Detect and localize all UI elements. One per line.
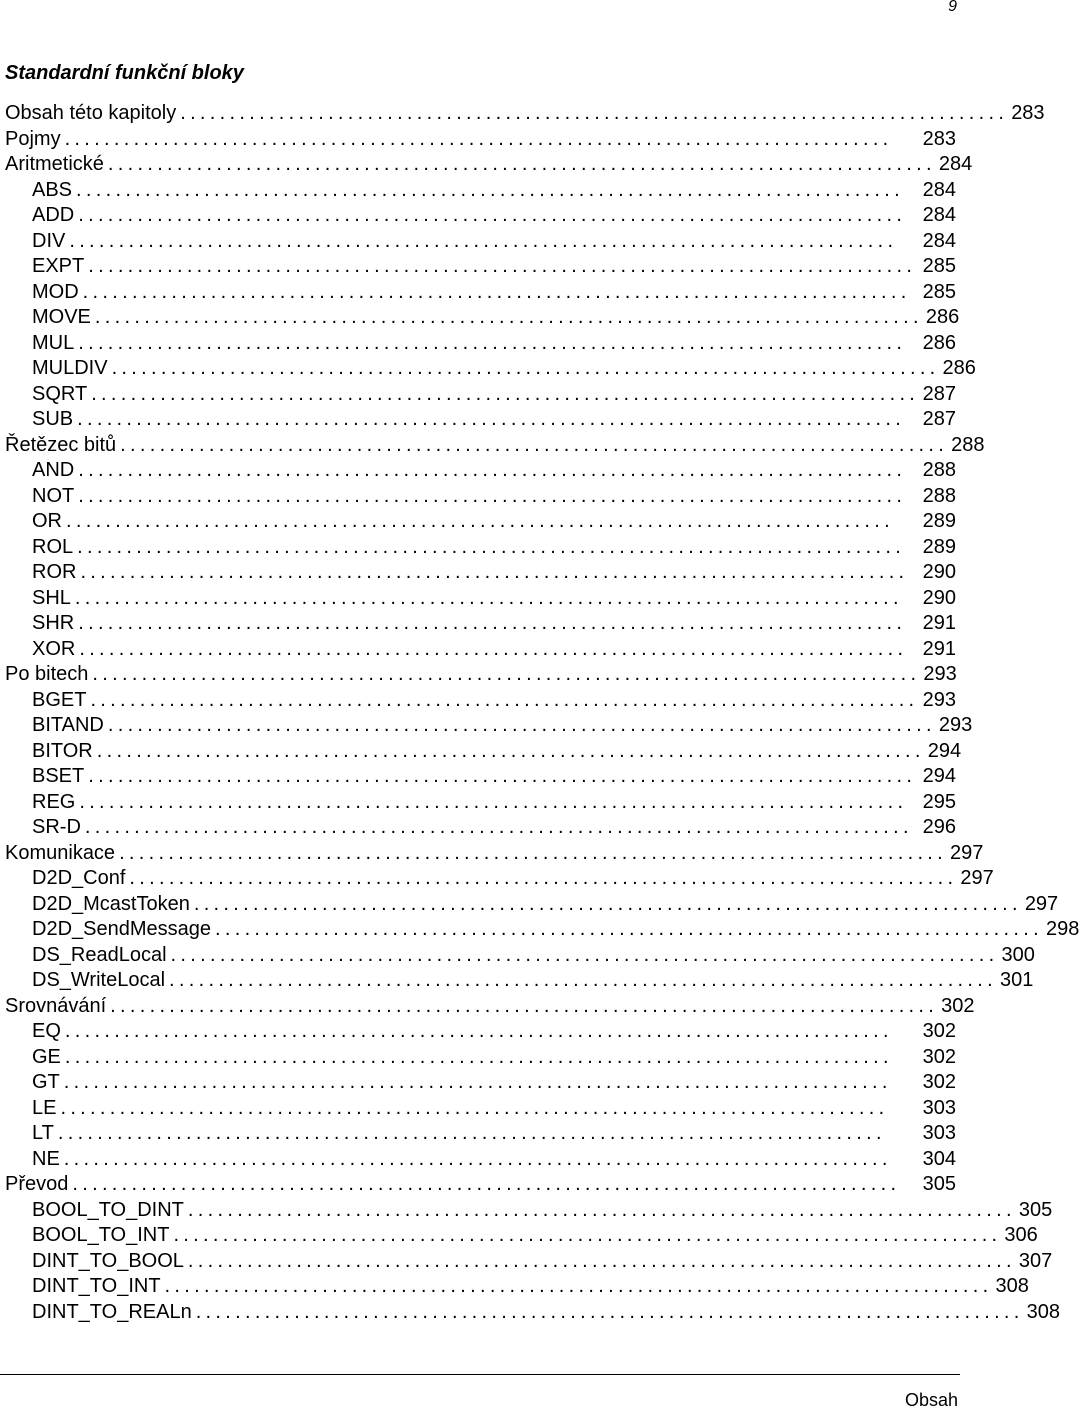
dot-leader: .................................................................................... xyxy=(187,1198,1016,1221)
toc-entry-label: DS_ReadLocal xyxy=(32,943,167,966)
footer-divider xyxy=(0,1374,960,1375)
toc-subentry[interactable] xyxy=(5,229,956,255)
dot-leader: .................................................................................... xyxy=(77,535,906,558)
toc-subentry[interactable] xyxy=(5,637,956,663)
toc-entry-label: DINT_TO_BOOL xyxy=(32,1249,184,1272)
toc-entry-label: BGET xyxy=(32,688,87,711)
toc-entry-label: ADD xyxy=(32,204,75,226)
toc-entry-page-number: 283 xyxy=(1011,102,1045,124)
dot-leader: .................................................................................... xyxy=(76,178,904,201)
dot-leader: .................................................................................... xyxy=(195,1300,1024,1323)
toc-subentry[interactable] xyxy=(5,1300,1061,1326)
dot-leader: .................................................................................... xyxy=(78,331,907,354)
toc-entry-page-number: 290 xyxy=(922,561,956,583)
dot-leader: .................................................................................... xyxy=(78,612,907,634)
toc-section-entry[interactable] xyxy=(5,127,956,153)
toc-entry-page-number: 289 xyxy=(922,510,956,532)
toc-subentry[interactable] xyxy=(5,1147,956,1173)
toc-entry-label: SR-D xyxy=(32,816,81,838)
toc-entry-label: GT xyxy=(32,1071,60,1093)
toc-section-entry[interactable] xyxy=(5,101,1045,127)
toc-entry-page-number: 303 xyxy=(922,1122,956,1144)
dot-leader: .................................................................................... xyxy=(96,739,925,762)
toc-subentry[interactable] xyxy=(5,917,1079,943)
dot-leader: .................................................................................... xyxy=(64,1045,893,1068)
toc-entry-page-number: 284 xyxy=(922,229,956,252)
toc-entry-label: BSET xyxy=(32,765,85,787)
dot-leader: .................................................................................... xyxy=(79,790,908,813)
toc-entry-page-number: 298 xyxy=(1045,918,1079,940)
dot-leader: .................................................................................... xyxy=(64,1020,893,1042)
dot-leader: .................................................................................... xyxy=(111,357,940,379)
toc-entry-label: MOVE xyxy=(32,306,91,328)
toc-subentry[interactable] xyxy=(5,586,956,612)
toc-subentry[interactable] xyxy=(5,892,1059,918)
toc-entry-page-number: 308 xyxy=(1026,1300,1061,1323)
toc-entry-page-number: 294 xyxy=(927,739,962,762)
toc-entry-label: GE xyxy=(32,1045,61,1068)
toc-entry-label: MOD xyxy=(32,280,79,303)
toc-entry-page-number: 293 xyxy=(938,714,973,736)
toc-section-entry[interactable] xyxy=(5,662,956,688)
toc-entry-label: NOT xyxy=(32,484,75,507)
dot-leader: .................................................................................... xyxy=(69,229,898,252)
toc-entry-page-number: 288 xyxy=(951,433,985,456)
toc-subentry[interactable] xyxy=(5,1019,956,1045)
toc-subentry[interactable] xyxy=(5,688,956,714)
toc-subentry[interactable] xyxy=(5,509,956,535)
dot-leader: .................................................................................... xyxy=(92,663,921,685)
toc-entry-page-number: 284 xyxy=(938,153,973,175)
toc-entry-label: Po bitech xyxy=(5,663,89,685)
toc-entry-label: AND xyxy=(32,459,75,481)
toc-entry-page-number: 297 xyxy=(950,841,984,864)
dot-leader: .................................................................................... xyxy=(78,204,907,226)
dot-leader: .................................................................................... xyxy=(77,408,906,430)
dot-leader: .................................................................................... xyxy=(72,1173,901,1195)
toc-subentry[interactable] xyxy=(5,1045,956,1071)
toc-entry-label: DS_WriteLocal xyxy=(32,969,166,991)
dot-leader: .................................................................................... xyxy=(79,637,908,660)
toc-entry-page-number: 301 xyxy=(1000,969,1034,991)
toc-subentry[interactable] xyxy=(5,815,956,841)
dot-leader: .................................................................................... xyxy=(119,841,948,864)
dot-leader: .................................................................................... xyxy=(84,816,913,838)
toc-entry-label: SUB xyxy=(32,408,74,430)
toc-subentry[interactable] xyxy=(5,1121,956,1147)
toc-entry-page-number: 302 xyxy=(941,994,975,1017)
toc-entry-label: ROL xyxy=(32,535,74,558)
dot-leader: .................................................................................... xyxy=(164,1275,993,1297)
table-of-contents xyxy=(5,101,1079,1325)
dot-leader: .................................................................................... xyxy=(169,969,997,991)
toc-subentry[interactable] xyxy=(5,713,973,739)
dot-leader: .................................................................................... xyxy=(107,714,936,736)
toc-entry-label: BOOL_TO_INT xyxy=(32,1224,170,1246)
dot-leader: .................................................................................... xyxy=(173,1224,1002,1246)
dot-leader: .................................................................................... xyxy=(91,382,920,405)
dot-leader: .................................................................................... xyxy=(57,1122,886,1144)
dot-leader: .................................................................................... xyxy=(82,280,911,303)
toc-entry-page-number: 305 xyxy=(1018,1198,1053,1221)
toc-entry-label: DINT_TO_INT xyxy=(32,1275,161,1297)
toc-subentry[interactable] xyxy=(5,560,956,586)
toc-entry-label: EXPT xyxy=(32,255,85,277)
dot-leader: .................................................................................... xyxy=(90,688,919,711)
page-number: 9 xyxy=(948,0,957,15)
toc-entry-page-number: 293 xyxy=(922,688,956,711)
toc-subentry[interactable] xyxy=(5,1249,1053,1275)
toc-entry-label: SHL xyxy=(32,586,71,609)
toc-entry-label: REG xyxy=(32,790,76,813)
toc-subentry[interactable] xyxy=(5,178,956,204)
toc-subentry[interactable] xyxy=(5,1096,956,1122)
toc-entry-page-number: 302 xyxy=(922,1045,956,1068)
toc-entry-label: BOOL_TO_DINT xyxy=(32,1198,184,1221)
toc-entry-page-number: 291 xyxy=(922,637,956,660)
toc-entry-label: DIV xyxy=(32,229,66,252)
toc-entry-page-number: 303 xyxy=(922,1096,956,1119)
toc-entry-page-number: 287 xyxy=(922,382,956,405)
dot-leader: .................................................................................... xyxy=(110,994,939,1017)
toc-entry-page-number: 302 xyxy=(922,1071,956,1093)
dot-leader: .................................................................................... xyxy=(88,255,917,277)
toc-section-entry[interactable] xyxy=(5,841,984,867)
toc-subentry[interactable] xyxy=(5,739,962,765)
toc-subentry[interactable] xyxy=(5,943,1035,969)
toc-subentry[interactable] xyxy=(5,1274,1029,1300)
dot-leader: .................................................................................... xyxy=(63,1071,892,1093)
toc-entry-label: Komunikace xyxy=(5,841,116,864)
dot-leader: .................................................................................... xyxy=(107,153,936,175)
toc-section-entry[interactable] xyxy=(5,433,985,459)
toc-entry-label: BITAND xyxy=(32,714,104,736)
dot-leader: .................................................................................... xyxy=(180,102,1009,124)
toc-entry-label: BITOR xyxy=(32,739,93,762)
toc-subentry[interactable] xyxy=(5,611,956,637)
toc-section-entry[interactable] xyxy=(5,152,973,178)
toc-entry-label: DINT_TO_REALn xyxy=(32,1300,192,1323)
toc-entry-page-number: 305 xyxy=(922,1173,956,1195)
toc-entry-label: LT xyxy=(32,1122,54,1144)
toc-entry-page-number: 296 xyxy=(922,816,956,838)
toc-entry-page-number: 286 xyxy=(942,357,976,379)
toc-entry-page-number: 285 xyxy=(922,280,956,303)
footer-label: Obsah xyxy=(904,1390,958,1410)
toc-subentry[interactable] xyxy=(5,764,956,790)
toc-entry-page-number: 287 xyxy=(922,408,956,430)
dot-leader: .................................................................................... xyxy=(129,867,958,889)
dot-leader: .................................................................................... xyxy=(187,1249,1016,1272)
toc-entry-page-number: 290 xyxy=(922,586,956,609)
toc-section-entry[interactable] xyxy=(5,994,975,1020)
toc-entry-page-number: 295 xyxy=(922,790,956,813)
toc-subentry[interactable] xyxy=(5,866,994,892)
toc-subentry[interactable] xyxy=(5,458,956,484)
toc-entry-label: SQRT xyxy=(32,382,88,405)
toc-entry-page-number: 285 xyxy=(922,255,956,277)
toc-entry-label: Aritmetické xyxy=(5,153,104,175)
dot-leader: .................................................................................... xyxy=(193,892,1022,915)
toc-subentry[interactable] xyxy=(5,203,956,229)
dot-leader: .................................................................................... xyxy=(74,586,903,609)
toc-entry-page-number: 294 xyxy=(922,765,956,787)
toc-subentry[interactable] xyxy=(5,1070,956,1096)
toc-entry-label: Obsah této kapitoly xyxy=(5,102,177,124)
toc-subentry[interactable] xyxy=(5,280,956,306)
toc-entry-page-number: 286 xyxy=(925,306,960,328)
dot-leader: .................................................................................... xyxy=(78,459,907,481)
toc-subentry[interactable] xyxy=(5,407,956,433)
toc-subentry[interactable] xyxy=(5,1198,1053,1224)
toc-entry-page-number: 300 xyxy=(1001,943,1035,966)
toc-entry-page-number: 283 xyxy=(922,127,956,150)
toc-entry-label: ABS xyxy=(32,178,73,201)
dot-leader: .................................................................................... xyxy=(170,943,999,966)
toc-entry-page-number: 291 xyxy=(922,612,956,634)
toc-entry-label: Převod xyxy=(5,1173,69,1195)
toc-subentry[interactable] xyxy=(5,535,956,561)
dot-leader: .................................................................................... xyxy=(88,765,917,787)
toc-subentry[interactable] xyxy=(5,356,976,382)
dot-leader: .................................................................................... xyxy=(60,1096,889,1119)
toc-subentry[interactable] xyxy=(5,382,956,408)
toc-subentry[interactable] xyxy=(5,484,956,510)
dot-leader: .................................................................................... xyxy=(64,127,893,150)
toc-entry-page-number: 307 xyxy=(1018,1249,1053,1272)
dot-leader: .................................................................................... xyxy=(215,918,1043,940)
toc-entry-page-number: 308 xyxy=(995,1275,1029,1297)
toc-entry-label: XOR xyxy=(32,637,76,660)
toc-entry-page-number: 304 xyxy=(922,1147,956,1170)
dot-leader: .................................................................................... xyxy=(78,484,907,507)
toc-entry-page-number: 284 xyxy=(922,178,956,201)
section-title: Standardní funkční bloky xyxy=(5,62,244,84)
toc-entry-page-number: 288 xyxy=(922,484,956,507)
toc-entry-page-number: 284 xyxy=(922,204,956,226)
dot-leader: .................................................................................... xyxy=(66,510,894,532)
toc-entry-page-number: 286 xyxy=(922,331,956,354)
toc-entry-page-number: 302 xyxy=(922,1020,956,1042)
dot-leader: .................................................................................... xyxy=(80,561,909,583)
toc-subentry[interactable] xyxy=(5,305,960,331)
toc-entry-label: D2D_McastToken xyxy=(32,892,190,915)
toc-entry-label: SHR xyxy=(32,612,75,634)
toc-entry-page-number: 288 xyxy=(922,459,956,481)
dot-leader: .................................................................................... xyxy=(94,306,923,328)
dot-leader: .................................................................................... xyxy=(63,1147,892,1170)
toc-entry-label: Srovnávání xyxy=(5,994,107,1017)
toc-entry-label: LE xyxy=(32,1096,57,1119)
toc-entry-label: MULDIV xyxy=(32,357,108,379)
toc-subentry[interactable] xyxy=(5,331,956,357)
toc-subentry[interactable] xyxy=(5,968,1034,994)
toc-entry-label: OR xyxy=(32,510,62,532)
toc-entry-label: NE xyxy=(32,1147,60,1170)
toc-entry-label: Pojmy xyxy=(5,127,61,150)
toc-entry-label: ROR xyxy=(32,561,77,583)
toc-entry-page-number: 306 xyxy=(1004,1224,1038,1246)
dot-leader: .................................................................................... xyxy=(120,433,949,456)
toc-subentry[interactable] xyxy=(5,1223,1038,1249)
toc-section-entry[interactable] xyxy=(5,1172,956,1198)
toc-entry-label: MUL xyxy=(32,331,75,354)
toc-subentry[interactable] xyxy=(5,254,956,280)
toc-entry-page-number: 297 xyxy=(1024,892,1059,915)
toc-entry-label: D2D_Conf xyxy=(32,867,126,889)
toc-entry-label: EQ xyxy=(32,1020,61,1042)
toc-entry-page-number: 297 xyxy=(960,867,994,889)
toc-subentry[interactable] xyxy=(5,790,956,816)
toc-entry-label: Řetězec bitů xyxy=(5,433,117,456)
toc-entry-label: D2D_SendMessage xyxy=(32,918,211,940)
toc-entry-page-number: 289 xyxy=(922,535,956,558)
toc-entry-page-number: 293 xyxy=(923,663,957,685)
